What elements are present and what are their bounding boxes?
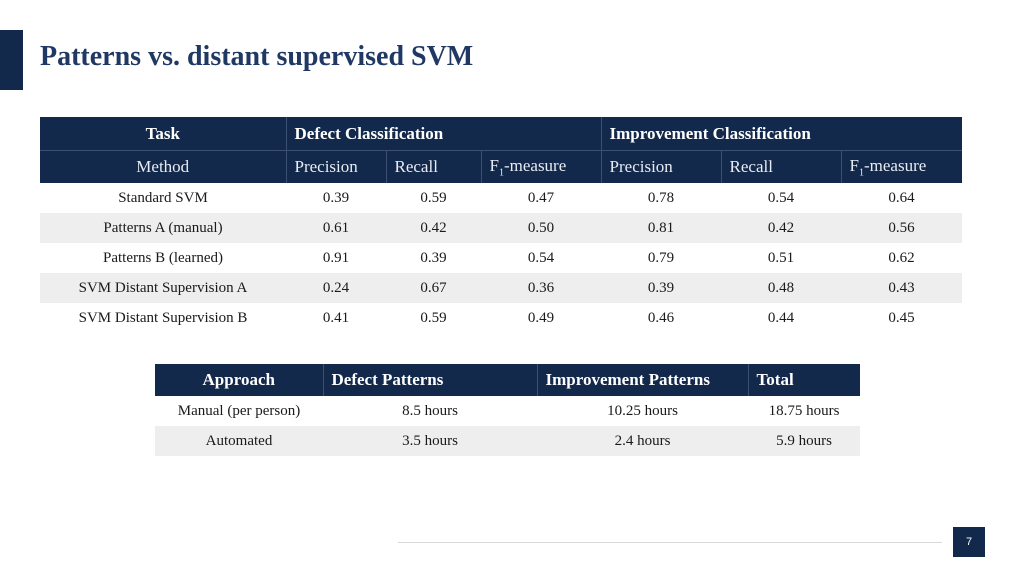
approach-cell: Automated <box>155 426 323 456</box>
value-cell: 0.42 <box>386 213 481 243</box>
results-header-row <box>40 117 962 151</box>
value-cell: 0.39 <box>322 189 350 206</box>
value-cell: 8.5 hours <box>402 402 458 419</box>
col-header-improvement-patterns: Improvement Patterns <box>537 364 748 396</box>
footer-divider <box>398 542 942 543</box>
method-cell: SVM Distant Supervision B <box>78 309 248 326</box>
effort-table <box>155 364 860 456</box>
value-cell: 0.46 <box>647 309 675 326</box>
table-row <box>40 273 962 303</box>
value-cell: 0.49 <box>527 309 555 326</box>
value-cell: 3.5 hours <box>323 426 537 456</box>
method-cell: SVM Distant Supervision A <box>40 273 286 303</box>
col-header-improvement-precision: Precision <box>601 151 721 184</box>
value-cell: 0.81 <box>601 213 721 243</box>
col-header-approach: Approach <box>155 364 323 396</box>
table-row <box>40 183 962 213</box>
value-cell: 2.4 hours <box>537 426 748 456</box>
results-subheader-row <box>40 151 962 184</box>
value-cell: 0.51 <box>767 249 795 266</box>
value-cell: 0.44 <box>767 309 795 326</box>
col-header-improvement-recall: Recall <box>721 151 841 184</box>
table-row <box>40 243 962 273</box>
method-cell: Patterns A (manual) <box>40 213 286 243</box>
slide-title: Patterns vs. distant supervised SVM <box>40 41 474 72</box>
value-cell: 0.59 <box>420 189 447 206</box>
value-cell: 0.47 <box>527 189 555 206</box>
effort-header-row <box>155 364 860 396</box>
col-header-task: Task <box>40 117 286 151</box>
value-cell: 0.45 <box>888 309 915 326</box>
value-cell: 0.78 <box>647 189 675 206</box>
table-row <box>40 303 962 333</box>
value-cell: 0.59 <box>420 309 447 326</box>
table-row <box>40 213 962 243</box>
value-cell: 18.75 hours <box>768 402 840 419</box>
col-header-improvement-f1: $F_1$-measure <box>841 151 962 184</box>
col-header-improvement: Improvement Classification <box>601 117 962 151</box>
value-cell: 0.54 <box>527 249 555 266</box>
value-cell: 0.42 <box>721 213 841 243</box>
col-header-defect: Defect Classification <box>286 117 601 151</box>
value-cell: 0.24 <box>286 273 386 303</box>
title-accent-bar <box>0 30 23 90</box>
value-cell: 0.39 <box>601 273 721 303</box>
col-header-defect-recall: Recall <box>386 151 481 184</box>
approach-cell: Manual (per person) <box>177 402 301 419</box>
value-cell: 0.67 <box>386 273 481 303</box>
value-cell: 0.62 <box>888 249 915 266</box>
col-header-defect-precision: Precision <box>286 151 386 184</box>
value-cell: 0.79 <box>647 249 675 266</box>
value-cell: 0.36 <box>481 273 601 303</box>
col-header-total: Total <box>748 364 860 396</box>
col-header-method: Method <box>40 151 286 184</box>
results-table <box>40 117 962 333</box>
method-cell: Patterns B (learned) <box>103 249 223 266</box>
col-header-defect-f1: $F_1$-measure <box>481 151 601 184</box>
value-cell: 0.48 <box>721 273 841 303</box>
table-row <box>155 426 860 456</box>
value-cell: 0.56 <box>841 213 962 243</box>
value-cell: 0.91 <box>322 249 350 266</box>
value-cell: 0.61 <box>286 213 386 243</box>
value-cell: 5.9 hours <box>748 426 860 456</box>
value-cell: 0.41 <box>322 309 350 326</box>
page-number: 7 <box>953 527 985 557</box>
value-cell: 0.43 <box>841 273 962 303</box>
col-header-defect-patterns: Defect Patterns <box>323 364 537 396</box>
table-row <box>155 396 860 426</box>
value-cell: 0.50 <box>481 213 601 243</box>
value-cell: 0.64 <box>888 189 915 206</box>
method-cell: Standard SVM <box>118 189 208 206</box>
value-cell: 0.39 <box>420 249 447 266</box>
value-cell: 10.25 hours <box>607 402 678 419</box>
value-cell: 0.54 <box>767 189 795 206</box>
